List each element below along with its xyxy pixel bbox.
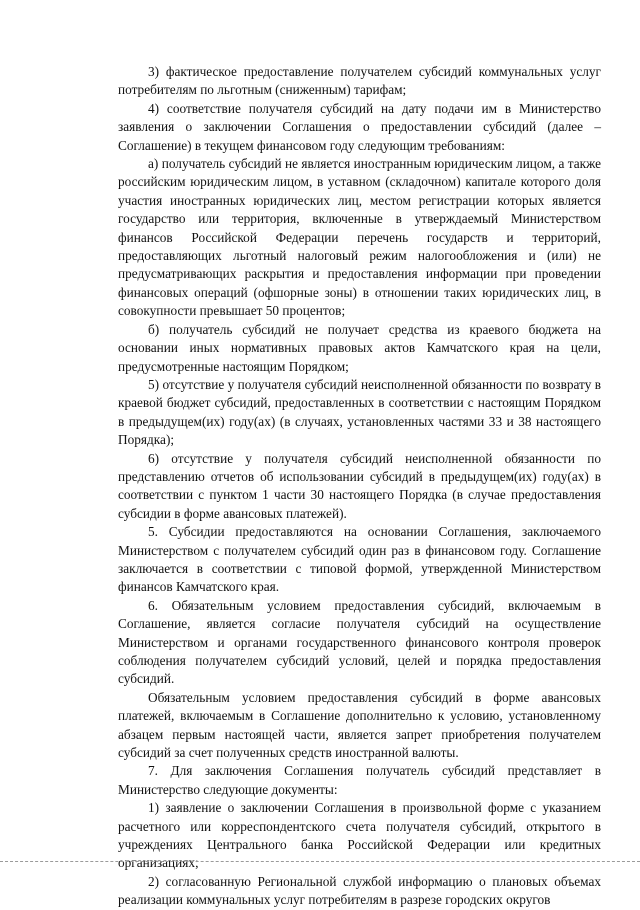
- paragraph-section-7-item-1: 1) заявление о заключении Соглашения в произвольной форме с указанием расчетного или корреспондентского счета получателя субсидий, открытого в учреждениях Центрального банка Российской Федерации или кредитных организациях;: [118, 800, 601, 871]
- scan-bottom-divider: [0, 861, 640, 862]
- paragraph-subitem-b: б) получатель субсидий не получает средства из краевого бюджета на основании иных нормативных правовых актов Камчатского края на цели, предусмотренные настоящим Порядком;: [118, 321, 601, 374]
- paragraph-item-3: 3) фактическое предоставление получателем субсидий коммунальных услуг потребителям по льготным (сниженным) тарифам;: [118, 64, 601, 98]
- paragraph-section-5: 5. Субсидии предоставляются на основании Соглашения, заключаемого Министерством с получателем субсидий один раз в финансовом году. Соглашение заключается в соответствии с типовой формой, утвержденной Министерством финансов Камчатского края.: [118, 524, 601, 595]
- paragraph-section-6-continued: Обязательным условием предоставления субсидий в форме авансовых платежей, включаемым в Соглашение дополнительно к условию, установленному абзацем первым настоящей части, является запрет приобретения получателем субсидий за счет полученных средств иностранной валюты.: [118, 689, 601, 761]
- document-page: [118, 63, 601, 910]
- paragraph-subitem-a: а) получатель субсидий не является иностранным юридическим лицом, а также российским юридическим лицом, в уставном (складочном) капитале которого доля участия иностранных юридических лиц, местом регистрации которых является государство или территория, включенные в утверждаемый Министерством финансов Российской Федерации перечень государств и территорий, предоставляющих льготный налоговый режим налогообложения и (или) не предусматривающих раскрытия и предоставления информации при проведении финансовых операций (офшорные зоны) в отношении таких юридических лиц, в совокупности превышает 50 процентов;: [118, 156, 601, 319]
- paragraph-section-6: 6. Обязательным условием предоставления субсидий, включаемым в Соглашение, является согласие получателя субсидий на осуществление Министерством и органами государственного финансового контроля проверок соблюдения получателем субсидий условий, целей и порядка предоставления субсидий.: [118, 597, 601, 687]
- paragraph-section-7-item-2: 2) согласованную Региональной службой информацию о плановых объемах реализации коммунальных услуг потребителям в разрезе городских округов: [118, 873, 601, 908]
- paragraph-section-7: 7. Для заключения Соглашения получатель субсидий представляет в Министерство следующие документы:: [118, 763, 601, 797]
- paragraph-item-4: 4) соответствие получателя субсидий на дату подачи им в Министерство заявления о заключении Соглашения о предоставлении субсидий (далее – Соглашение) в текущем финансовом году следующим требованиям:: [118, 100, 601, 153]
- paragraph-item-5: 5) отсутствие у получателя субсидий неисполненной обязанности по возврату в краевой бюджет субсидий, предоставленных в соответствии с настоящим Порядком в предыдущем(их) году(ах) (в случаях, установленных частями 33 и 38 настоящего Порядка);: [118, 376, 601, 448]
- paragraph-item-6: 6) отсутствие у получателя субсидий неисполненной обязанности по представлению отчетов об использовании субсидий в предыдущем(их) году(ах) в соответствии с пунктом 1 части 30 настоящего Порядка (в случае предоставления субсидии в форме авансовых платежей).: [118, 450, 601, 521]
